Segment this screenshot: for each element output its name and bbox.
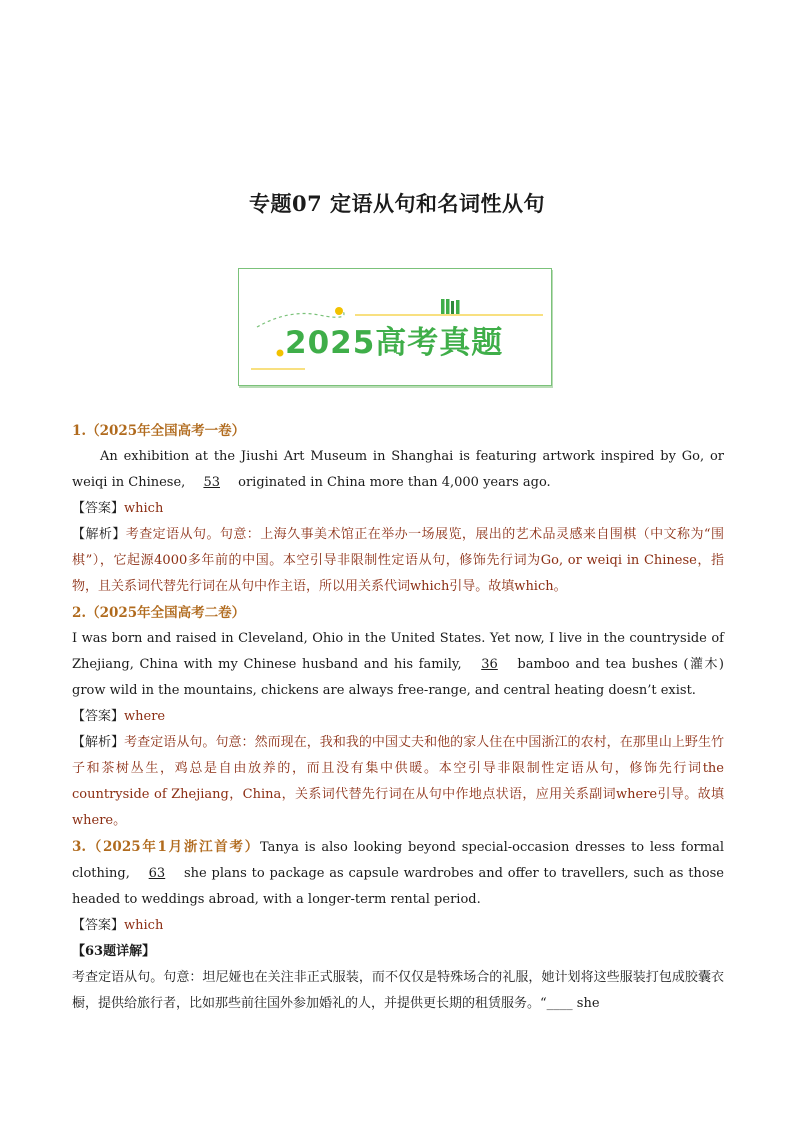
document-body	[72, 418, 724, 1017]
question-heading: 2.（2025年全国高考二卷）	[72, 605, 246, 621]
banner	[238, 268, 552, 386]
analysis-text: 考查定语从句。句意：然而现在，我和我的中国丈夫和他的家人住在中国浙江的农村，在那里山上野生竹子和茶树丛生，鸡总是自由放养的，而且没有集中供暖。本空引导非限制性定语从句，修饰先行词the countryside of Zhejiang，China，关系词代替先行词在从句中作地点状语，应用关系副词where引导。故填where。	[72, 735, 724, 828]
answer-label: 【答案】	[72, 709, 125, 724]
analysis-label: 【解析】	[72, 735, 125, 750]
question-3	[72, 834, 724, 1017]
question-heading: 3.（2025年1月浙江首考）	[72, 839, 260, 855]
answer-value: where	[124, 709, 166, 724]
answer-label: 【答案】	[72, 918, 125, 933]
answer-value: which	[124, 501, 164, 516]
question-text: I was born and raised in Cleveland, Ohio in the United States. Yet now, I live in the countryside of Zhejiang, China with my Chinese husband and his family, 36 bamboo and tea bushes (灌木) grow wild in the mountains, chickens are always free-range, and central heating doesn’t exist.	[72, 631, 724, 698]
detail-label: 【63题详解】	[72, 944, 156, 959]
page-title: 专题07 定语从句和名词性从句	[248, 191, 546, 216]
question-2	[72, 600, 724, 834]
answer-label: 【答案】	[72, 501, 125, 516]
question-text: An exhibition at the Jiushi Art Museum in Shanghai is featuring artwork inspired by Go, or weiqi in Chinese, 53 originated in China more than 4,000 years ago.	[72, 449, 724, 490]
blank-number: 63	[148, 866, 166, 881]
blank-number: 53	[203, 475, 220, 490]
analysis-line	[72, 522, 724, 600]
analysis-text: 考查定语从句。句意：上海久事美术馆正在举办一场展览，展出的艺术品灵感来自围棋（中文称为“围棋”），它起源4000多年前的中国。本空引导非限制性定语从句，修饰先行词为Go, or weiqi in Chinese，指物，且关系词代替先行词在从句中作主语，所以用关系代词which引导。故填which。	[72, 527, 724, 594]
answer-line	[72, 496, 724, 522]
analysis-line	[72, 730, 724, 834]
blank-number: 36	[481, 657, 498, 672]
question-text: 3.（2025年1月浙江首考）Tanya is also looking beyond special-occasion dresses to less formal clothing, 63 she plans to package as capsule wardrobes and offer to travellers, such as those headed to weddings abroad, with a longer-term rental period.	[72, 839, 724, 907]
answer-line	[72, 913, 724, 939]
analysis-label: 【解析】	[72, 527, 126, 542]
answer-line	[72, 704, 724, 730]
question-heading: 1.（2025年全国高考一卷）	[72, 423, 246, 439]
answer-value: which	[124, 918, 164, 933]
question-1	[72, 418, 724, 600]
banner-title: 2025高考真题	[285, 325, 504, 361]
analysis-text: 考查定语从句。句意：坦尼娅也在关注非正式服装，而不仅仅是特殊场合的礼服，她计划将这些服装打包成胶囊衣橱，提供给旅行者，比如那些前往国外参加婚礼的人，并提供更长期的租赁服务。“____ she	[72, 970, 724, 1011]
